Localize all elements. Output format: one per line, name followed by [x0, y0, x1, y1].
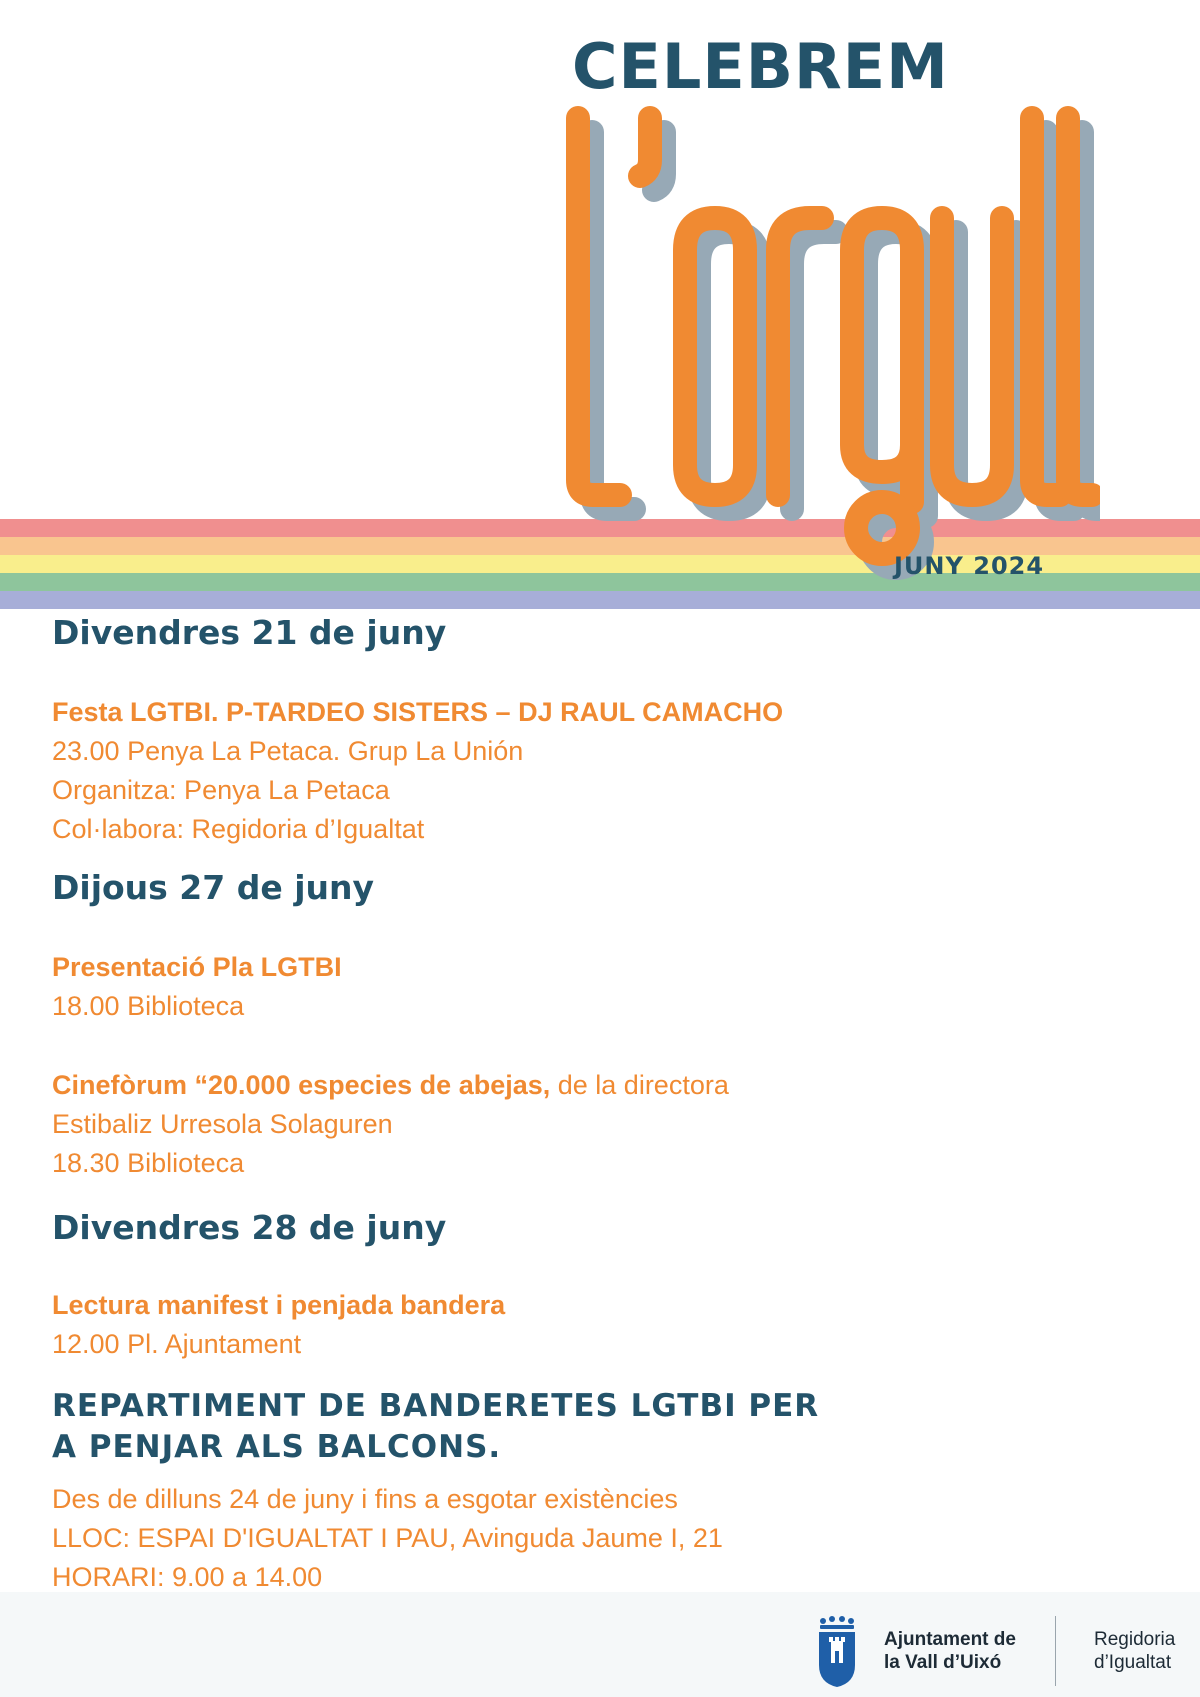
- footer-divider: [1055, 1616, 1056, 1686]
- event-item: [52, 948, 1152, 1026]
- event-detail: 23.00 Penya La Petaca. Grup La Unión: [52, 735, 524, 766]
- distribution-section: [52, 1386, 1152, 1597]
- date-tag: JUNY 2024: [894, 552, 1045, 580]
- day-section: [52, 1207, 1152, 1364]
- distribution-heading: A PENJAR ALS BALCONS.: [52, 1428, 502, 1465]
- day-section: [52, 612, 1152, 849]
- town-crest-icon: [815, 1615, 859, 1689]
- day-heading: Divendres 21 de juny: [52, 613, 447, 652]
- event-detail: 18.30 Biblioteca: [52, 1147, 245, 1178]
- footer-organization-line: Ajuntament de: [884, 1629, 1016, 1650]
- event-detail: Col·labora: Regidoria d’Igualtat: [52, 813, 425, 844]
- distribution-detail: LLOC: ESPAI D'IGUALTAT I PAU, Avinguda Jaume I, 21: [52, 1522, 723, 1553]
- event-title: [52, 1286, 1152, 1325]
- event-title-text: Festa LGTBI. P-TARDEO SISTERS – DJ RAUL CAMACHO: [52, 696, 784, 727]
- event-title-text: Cinefòrum “20.000 especies de abejas,: [52, 1069, 551, 1100]
- event-detail: Estibaliz Urresola Solaguren: [52, 1108, 393, 1139]
- day-heading: Divendres 28 de juny: [52, 1207, 447, 1247]
- event-title: [52, 1066, 1152, 1105]
- footer-organization-line: la Vall d’Uixó: [884, 1652, 1002, 1673]
- distribution-detail: HORARI: 9.00 a 14.00: [52, 1561, 323, 1592]
- event-detail: 18.00 Biblioteca: [52, 990, 245, 1021]
- event-item: [52, 1066, 1152, 1183]
- footer-department: [1094, 1628, 1175, 1674]
- poster-header: CELEBREM: [572, 30, 949, 103]
- footer-department-line: Regidoria: [1094, 1629, 1176, 1650]
- event-title-extra: de la directora: [550, 1069, 729, 1100]
- event-title: [52, 693, 1152, 732]
- distribution-detail: Des de dilluns 24 de juny i fins a esgotar existències: [52, 1483, 678, 1514]
- event-detail: 12.00 Pl. Ajuntament: [52, 1328, 302, 1359]
- footer-department-line: d’Igualtat: [1094, 1652, 1172, 1673]
- poster-title-graphic: [560, 100, 1100, 610]
- footer-band: [0, 1592, 1200, 1697]
- event-detail: Organitza: Penya La Petaca: [52, 774, 390, 805]
- event-item: [52, 1286, 1152, 1364]
- poster-title-text: l'orgull: [560, 100, 563, 101]
- event-title: [52, 948, 1152, 987]
- event-title-text: Presentació Pla LGTBI: [52, 951, 342, 982]
- day-heading: Dijous 27 de juny: [52, 867, 375, 907]
- event-title-text: Lectura manifest i penjada bandera: [52, 1289, 506, 1320]
- distribution-heading: REPARTIMENT DE BANDERETES LGTBI PER: [52, 1387, 820, 1424]
- footer-organization: [884, 1628, 1016, 1674]
- program-content: [52, 612, 1152, 1597]
- event-item: [52, 693, 1152, 849]
- day-section: [52, 867, 1152, 1183]
